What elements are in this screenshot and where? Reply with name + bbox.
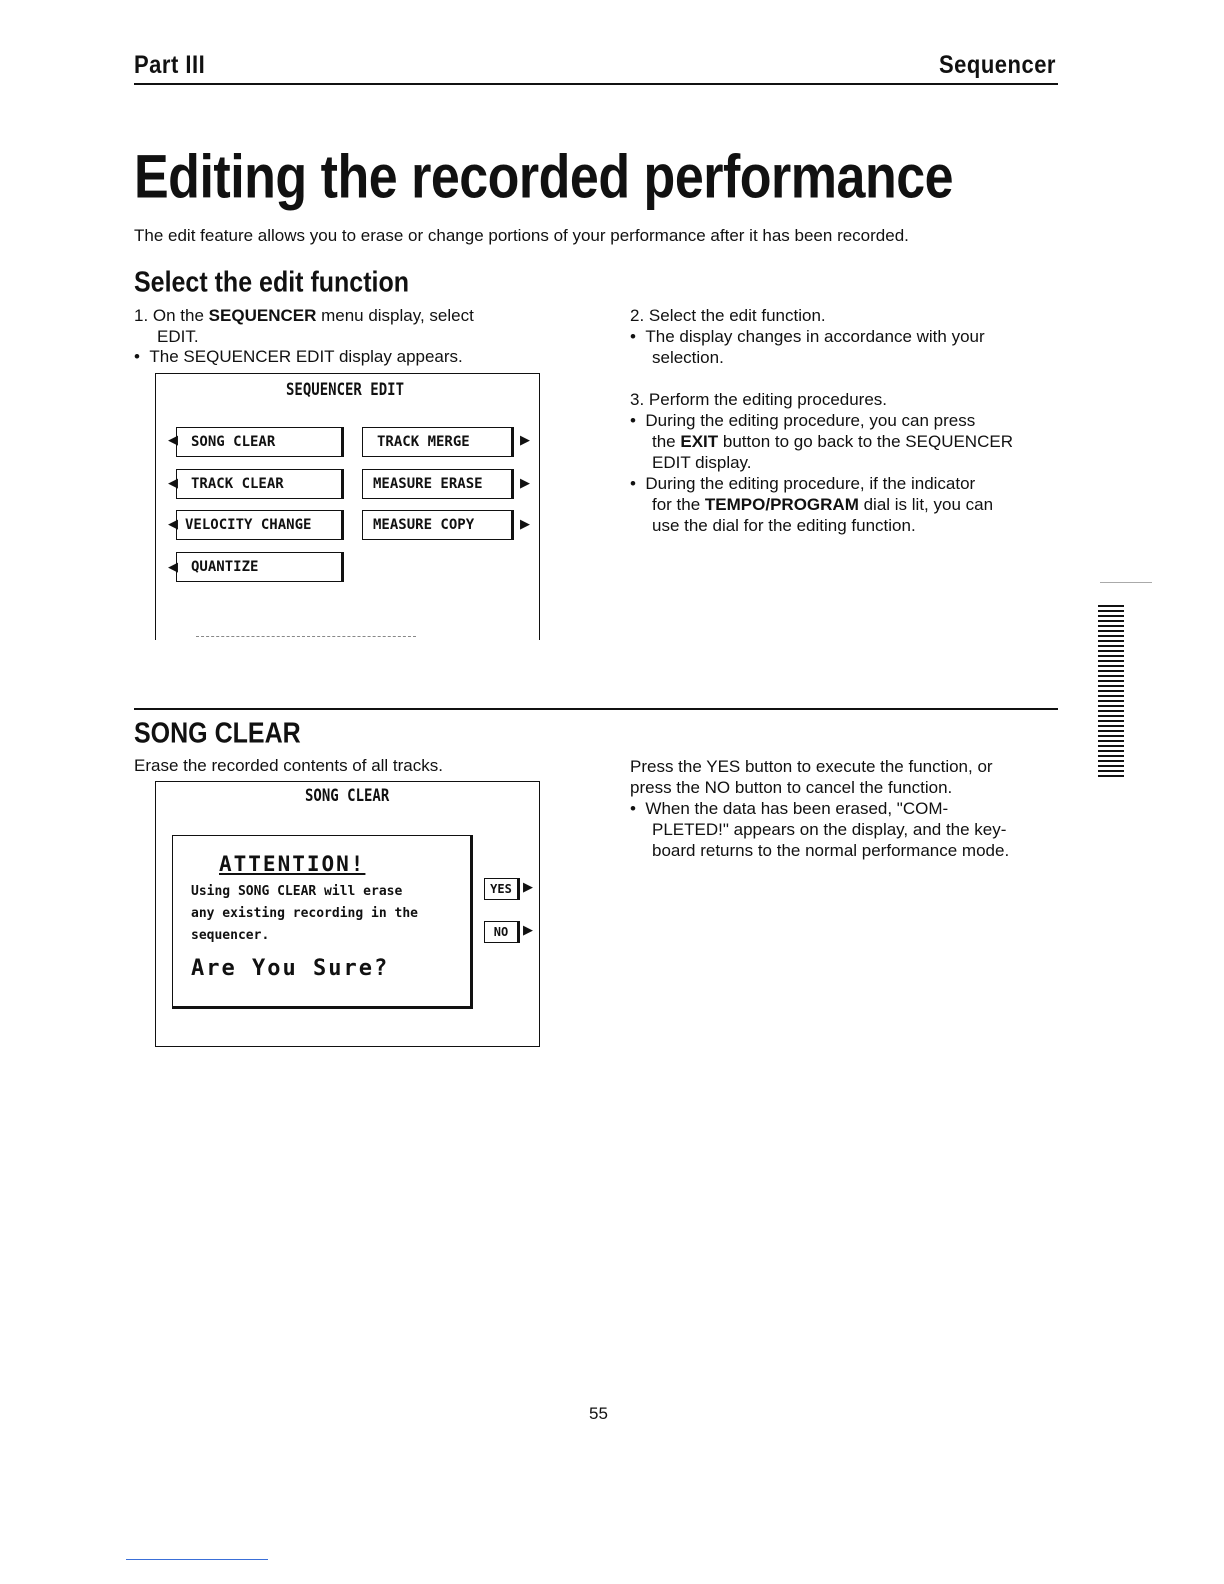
velocity-change-button[interactable]: VELOCITY CHANGE [176, 510, 344, 540]
left-arrow-icon: ◀ [168, 560, 178, 575]
left-arrow-icon: ◀ [168, 433, 178, 448]
intro-text: The edit feature allows you to erase or change portions of your performance after it has been recorded. [134, 226, 909, 245]
attention-msg-3: sequencer. [191, 928, 270, 943]
yes-button[interactable]: YES [484, 878, 520, 900]
song-clear-bullet-l3: board returns to the normal performance mode. [652, 841, 1010, 860]
step-3-bullet-2-l2: for the TEMPO/PROGRAM dial is lit, you can [652, 495, 994, 514]
sequencer-edit-display [155, 373, 540, 640]
step-3-bullet-2: • During the editing procedure, if the indicator [630, 474, 976, 493]
display-title: SEQUENCER EDIT [286, 380, 405, 400]
header-section: Sequencer [939, 50, 1056, 79]
step-1-bullet: • The SEQUENCER EDIT display appears. [134, 347, 463, 366]
step-3-bullet-2-l3: use the dial for the editing function. [652, 516, 916, 535]
section-heading-song-clear: SONG CLEAR [134, 717, 301, 750]
song-clear-bullet: • When the data has been erased, "COM- [630, 799, 949, 818]
right-arrow-icon: ▶ [523, 880, 533, 895]
track-clear-button[interactable]: TRACK CLEAR [176, 469, 344, 499]
song-clear-button[interactable]: SONG CLEAR [176, 427, 344, 457]
track-merge-button[interactable]: TRACK MERGE [362, 427, 514, 457]
thumb-index-rule [1100, 582, 1152, 583]
attention-dialog [172, 835, 473, 1009]
step-2-bullet: • The display changes in accordance with your [630, 327, 985, 346]
measure-erase-button[interactable]: MEASURE ERASE [362, 469, 514, 499]
attention-question: Are You Sure? [191, 956, 390, 981]
step-3-bullet-1: • During the editing procedure, you can press [630, 411, 976, 430]
page-title: Editing the recorded performance [134, 143, 954, 212]
step-1-cont: EDIT. [157, 327, 199, 346]
display-title: SONG CLEAR [305, 786, 390, 806]
song-clear-instr-1: Press the YES button to execute the function, or [630, 757, 993, 776]
right-arrow-icon: ▶ [523, 923, 533, 938]
attention-heading: ATTENTION! [219, 852, 366, 876]
no-button[interactable]: NO [484, 921, 520, 943]
header-part: Part III [134, 50, 206, 79]
right-arrow-icon: ▶ [520, 433, 530, 448]
right-arrow-icon: ▶ [520, 517, 530, 532]
display-bottom-dashes [196, 636, 416, 637]
right-arrow-icon: ▶ [520, 476, 530, 491]
step-3-bullet-1-l3: EDIT display. [652, 453, 752, 472]
header-rule [134, 83, 1058, 85]
measure-copy-button[interactable]: MEASURE COPY [362, 510, 514, 540]
step-3: 3. Perform the editing procedures. [630, 390, 888, 409]
thumb-index-mark [1098, 605, 1124, 777]
attention-msg-1: Using SONG CLEAR will erase [191, 884, 403, 899]
section-divider [134, 708, 1058, 710]
song-clear-desc: Erase the recorded contents of all tracks. [134, 756, 443, 775]
footer-line [126, 1559, 268, 1560]
section-heading-select: Select the edit function [134, 266, 410, 299]
left-arrow-icon: ◀ [168, 517, 178, 532]
attention-msg-2: any existing recording in the [191, 906, 418, 921]
song-clear-display [155, 781, 540, 1047]
quantize-button[interactable]: QUANTIZE [176, 552, 344, 582]
step-1: 1. On the SEQUENCER menu display, select [134, 306, 474, 325]
step-3-bullet-1-l2: the EXIT button to go back to the SEQUENCER [652, 432, 1013, 451]
song-clear-instr-2: press the NO button to cancel the function. [630, 778, 953, 797]
step-2-bullet-cont: selection. [652, 348, 724, 367]
song-clear-bullet-l2: PLETED!" appears on the display, and the key- [652, 820, 1007, 839]
step-2: 2. Select the edit function. [630, 306, 826, 325]
page-number: 55 [589, 1404, 608, 1423]
left-arrow-icon: ◀ [168, 476, 178, 491]
